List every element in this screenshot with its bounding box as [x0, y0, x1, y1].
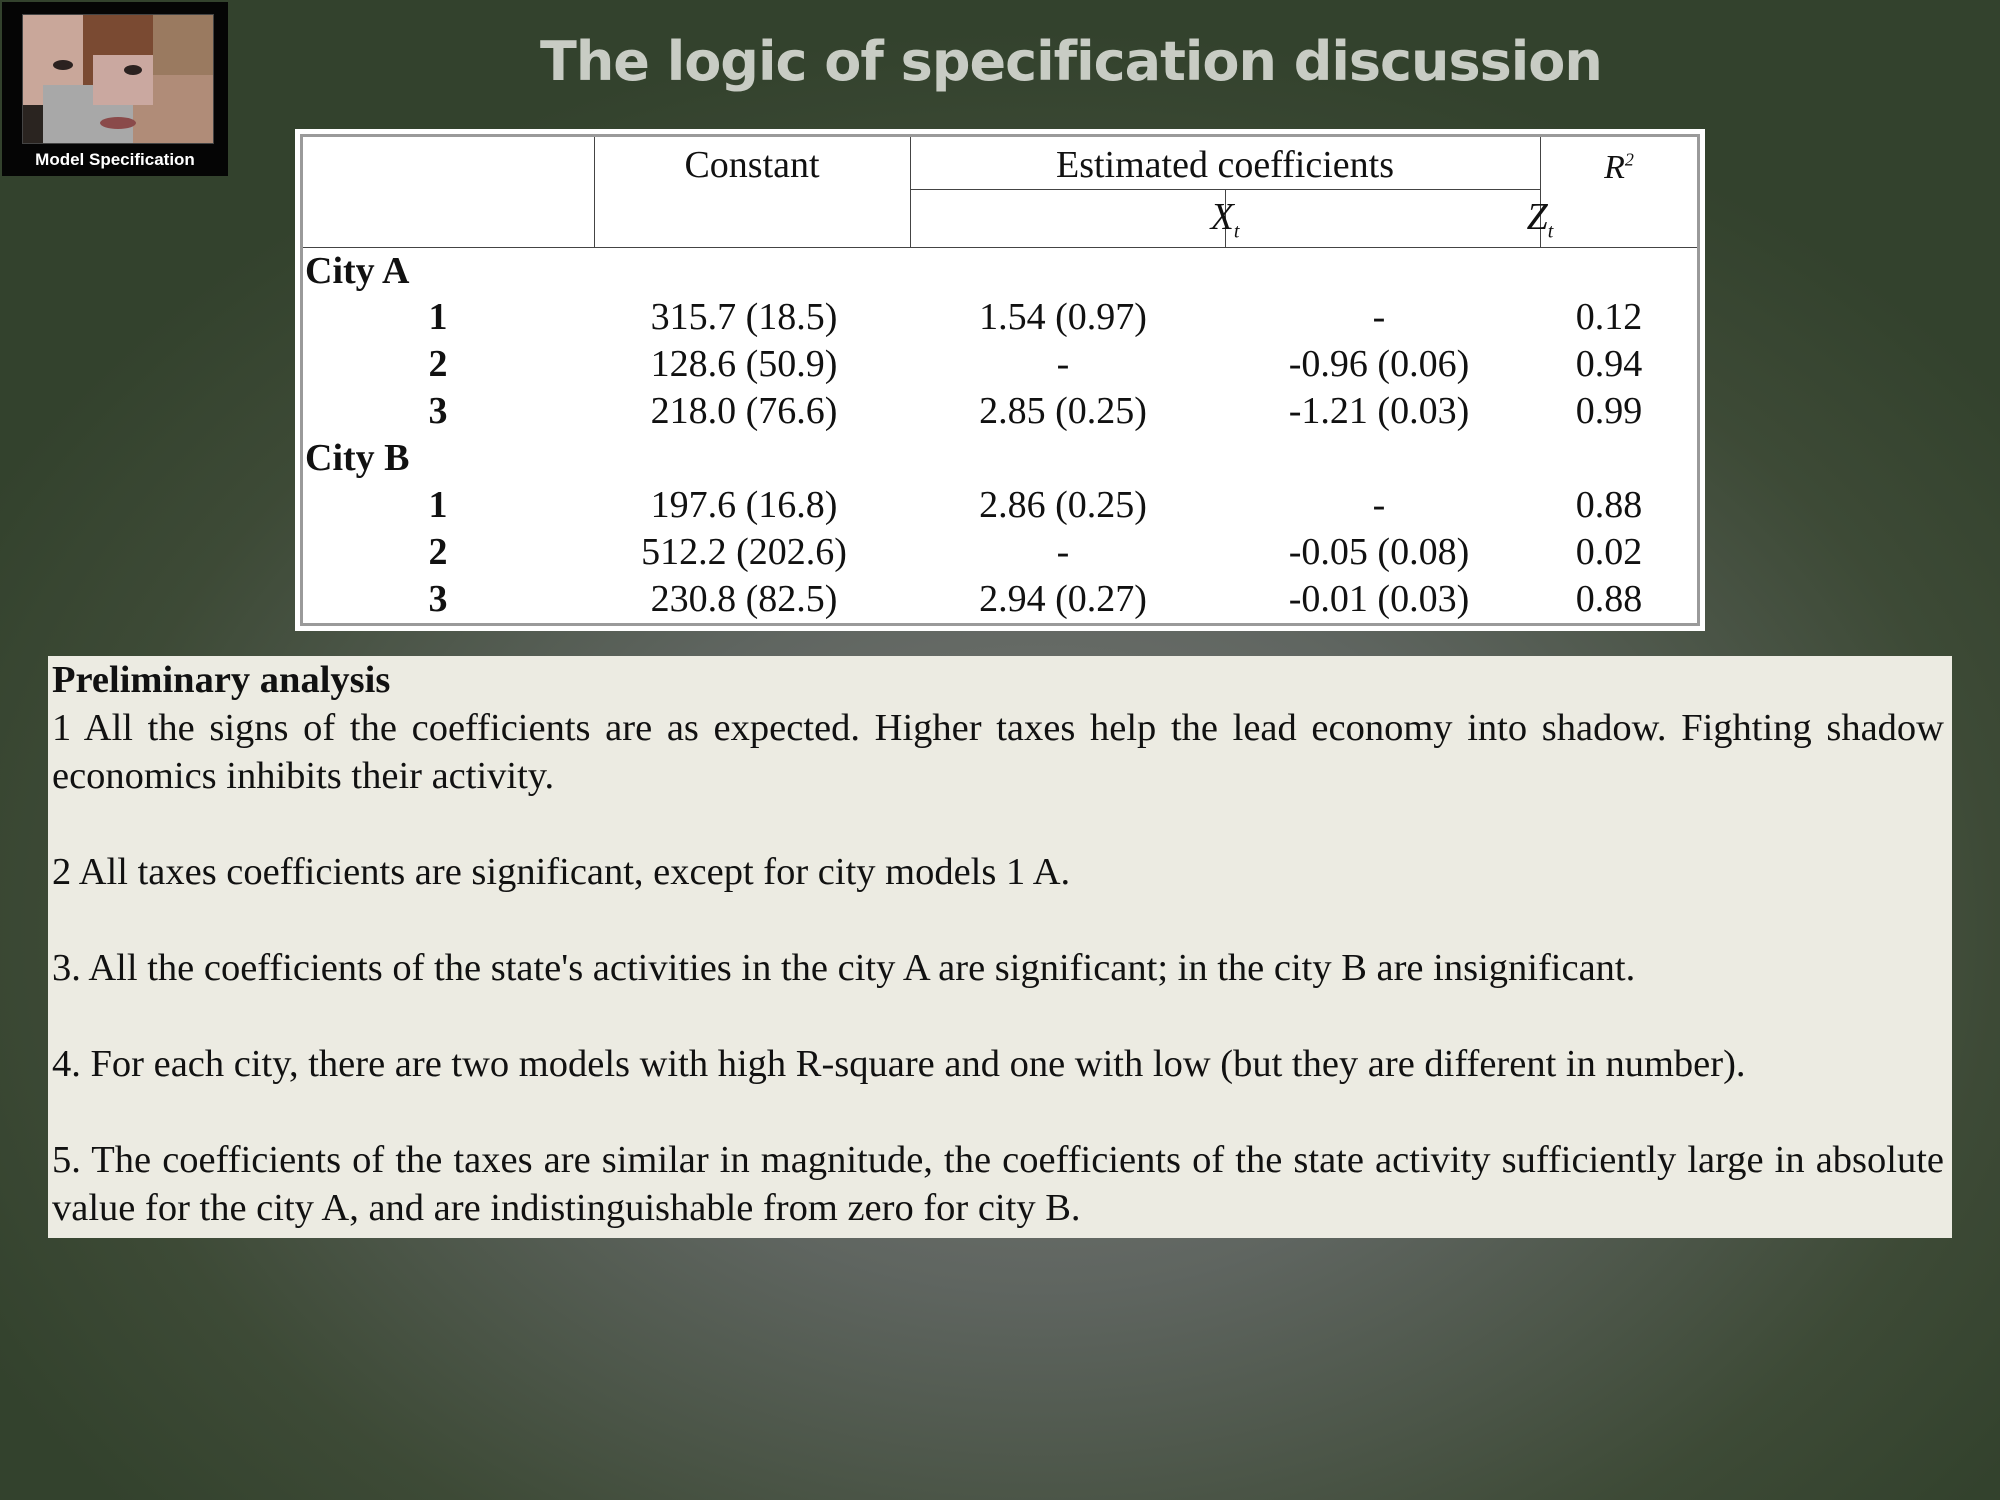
spacer [52, 992, 1944, 1040]
cell-x: 1.54 (0.97) [979, 296, 1147, 338]
analysis-heading: Preliminary analysis [52, 659, 391, 701]
cell-r2: 0.88 [1575, 484, 1643, 526]
header-r-label: R [1604, 149, 1625, 186]
model-number: 3 [428, 578, 448, 620]
cell-z: -0.05 (0.08) [1288, 531, 1470, 573]
header-x-label: X [1210, 196, 1234, 238]
cell-x: - [1056, 531, 1070, 573]
spacer [52, 800, 1944, 848]
cell-z: -0.96 (0.06) [1288, 343, 1470, 385]
model-number: 1 [428, 296, 448, 338]
table-body [300, 134, 1700, 626]
coefficients-table [295, 129, 1705, 631]
header-r-squared [1540, 149, 1698, 187]
header-estimated-coefficients: Estimated coefficients [1055, 144, 1394, 186]
cell-r2: 0.88 [1575, 578, 1643, 620]
cell-r2: 0.12 [1575, 296, 1643, 338]
cell-z: -1.21 (0.03) [1288, 390, 1470, 432]
cell-z: -0.01 (0.03) [1288, 578, 1470, 620]
analysis-point-1: 1 All the signs of the coefficients are as expected. Higher taxes help the lead economy into shadow. Fighting shadow economics inhibits their activity. [52, 707, 1944, 797]
analysis-point-5: 5. The coefficients of the taxes are similar in magnitude, the coefficients of the state activity sufficiently large in absolute value for the city A, and are indistinguishable from zero for city B. [52, 1139, 1944, 1229]
analysis-point-3: 3. All the coefficients of the state's activities in the city A are significant; in the city B are insignificant. [52, 947, 1636, 989]
cell-constant: 315.7 (18.5) [650, 296, 838, 338]
logo-caption: Model Specification [35, 150, 195, 169]
spacer [52, 1088, 1944, 1136]
model-number: 1 [428, 484, 448, 526]
analysis-panel [48, 656, 1952, 1238]
faces-collage-image [22, 14, 214, 144]
cell-constant: 218.0 (76.6) [650, 390, 838, 432]
cell-constant: 197.6 (16.8) [650, 484, 838, 526]
cell-r2: 0.02 [1575, 531, 1643, 573]
cell-r2: 0.94 [1575, 343, 1643, 385]
cell-constant: 512.2 (202.6) [641, 531, 847, 573]
slide-title: The logic of specification discussion [540, 30, 1602, 93]
logo [2, 2, 228, 176]
table-divider [303, 247, 1697, 248]
cell-x: 2.85 (0.25) [979, 390, 1147, 432]
cell-x: - [1056, 343, 1070, 385]
spacer [52, 896, 1944, 944]
analysis-point-2: 2 All taxes coefficients are significant, except for city models 1 A. [52, 851, 1071, 893]
cell-r2: 0.99 [1575, 390, 1643, 432]
model-number: 2 [428, 343, 448, 385]
table-divider [910, 189, 1540, 190]
analysis-point-4: 4. For each city, there are two models with high R-square and one with low (but they are different in number). [52, 1043, 1746, 1085]
group-label-city-a: City A [305, 250, 410, 292]
model-number: 2 [428, 531, 448, 573]
cell-z: - [1372, 296, 1386, 338]
cell-x: 2.94 (0.27) [979, 578, 1147, 620]
header-r-superscript: 2 [1624, 149, 1634, 170]
header-z-label: Z [1526, 196, 1548, 238]
group-label-city-b: City B [305, 437, 410, 479]
cell-x: 2.86 (0.25) [979, 484, 1147, 526]
cell-constant: 230.8 (82.5) [650, 578, 838, 620]
header-z-subscript: t [1547, 220, 1554, 243]
header-constant: Constant [684, 144, 820, 186]
cell-constant: 128.6 (50.9) [650, 343, 838, 385]
cell-z: - [1372, 484, 1386, 526]
model-number: 3 [428, 390, 448, 432]
header-x-subscript: t [1233, 220, 1240, 243]
